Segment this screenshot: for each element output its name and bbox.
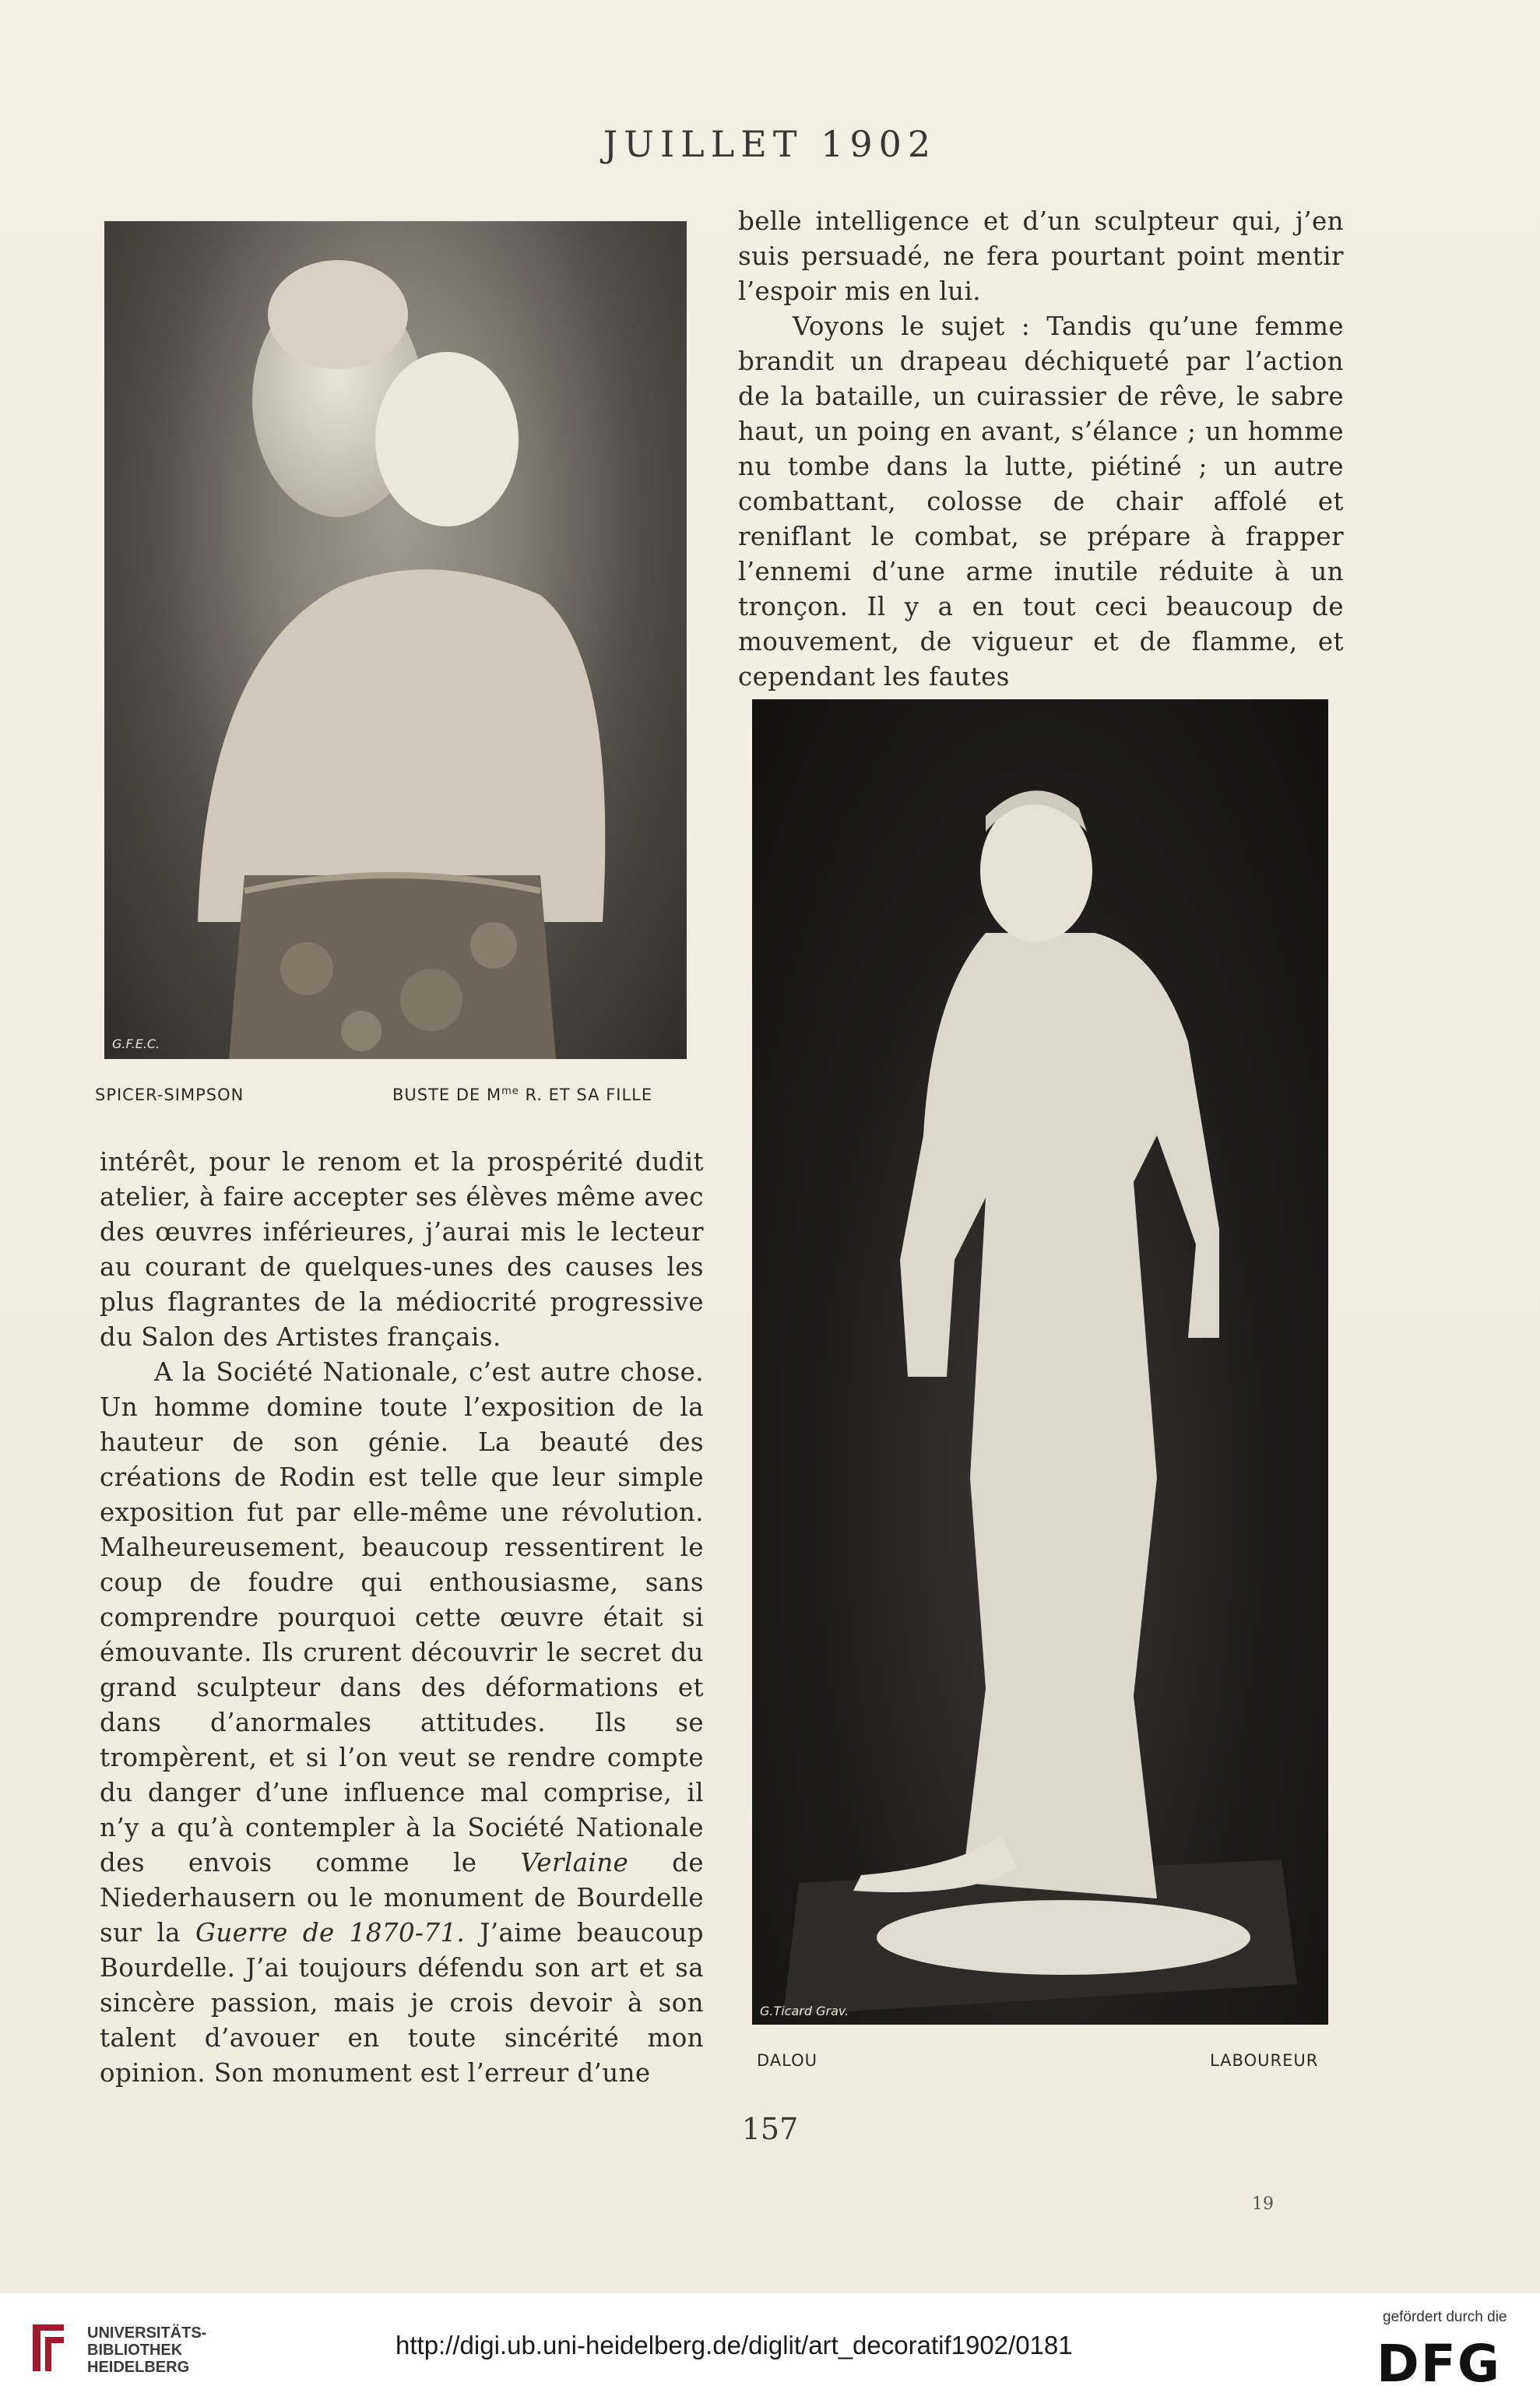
- sheet-number: 19: [1252, 2194, 1274, 2214]
- paragraph: intérêt, pour le renom et la prospérité dudit atelier, à faire accepter ses élèves même avec des œuvres inférieures, j’aurai mis le lecteur au courant de quelques-unes des causes les plus flagrantes de la médiocrité progressive du Salon des Artistes français.: [100, 1147, 704, 1352]
- bust-photograph: [104, 221, 687, 1059]
- caption-artist-bust: SPICER-SIMPSON: [95, 1086, 244, 1104]
- library-name: UNIVERSITÄTS- BIBLIOTHEK HEIDELBERG: [87, 2324, 207, 2376]
- page-number: 157: [741, 2112, 799, 2146]
- running-title: JUILLET 1902: [603, 123, 937, 165]
- italic-title: Guerre de 1870-71.: [195, 1918, 466, 1948]
- statue-illustration: [752, 699, 1328, 2025]
- engraver-mark: G.F.E.C.: [112, 1036, 160, 1051]
- dfg-logo: DFG: [1377, 2334, 1502, 2394]
- paragraph: belle intelligence et d’un sculpteur qui, j’en suis persuadé, ne fera pourtant point mentir l’espoir mis en lui.: [738, 206, 1344, 306]
- digitization-footer: [0, 2293, 1540, 2400]
- laboureur-photograph: [752, 699, 1328, 2025]
- permalink[interactable]: http://digi.ub.uni-heidelberg.de/diglit/art_decoratif1902/0181: [396, 2331, 1073, 2360]
- text-column-left-bottom: [100, 1145, 704, 2091]
- paragraph: Voyons le sujet : Tandis qu’une femme brandit un drapeau déchiqueté par l’action de la bataille, un cuirassier de rêve, le sabre haut, un poing en avant, s’élance ; un homme nu tombe dans la lutte, piétiné ; un autre combattant, colosse de chair affolé et reniflant le combat, se prépare à frapper l’ennemi d’une arme inutile réduite à un tronçon. Il y a en tout ceci beaucoup de mouvement, de vigueur et de flamme, et cependant les fautes: [738, 311, 1344, 691]
- caption-title-bust: BUSTE DE $M^{me}$ R. ET SA FILLE: [392, 1086, 653, 1104]
- paragraph: A la Société Nationale, c’est autre chose. Un homme domine toute l’exposition de la hauteur de son génie. La beauté des créations de Rodin est telle que leur simple exposition fut par elle-même une révolution. Malheureusement, beaucoup ressentirent le coup de foudre qui enthousiasme, sans comprendre pourquoi cette œuvre était si émouvante. Ils crurent découvrir le secret du grand sculpteur dans des déformations et dans d’anormales attitudes. Ils se trompèrent, et si l’on veut se rendre compte du danger d’une influence mal comprise, il n’y a qu’à contempler à la Société Nationale des envois comme le Verlaine de Niederhausern ou le monument de Bourdelle sur la Guerre de 1870-71. J’aime beaucoup Bourdelle. J’ai toujours défendu son art et sa sincère passion, mais je crois devoir à son talent d’avouer en toute sincérité mon opinion. Son monument est l’erreur d’une: [100, 1357, 705, 2088]
- text-column-right-top: [738, 204, 1344, 695]
- italic-title: Verlaine: [520, 1848, 629, 1877]
- bust-illustration: [104, 221, 687, 1059]
- funded-by-label: gefördert durch die: [1383, 2309, 1507, 2325]
- library-logo-icon: [17, 2317, 79, 2379]
- caption-title-laboureur: LABOUREUR: [1210, 2051, 1319, 2070]
- engraver-mark: G.Ticard Grav.: [760, 2004, 849, 2018]
- caption-artist-laboureur: DALOU: [757, 2051, 818, 2070]
